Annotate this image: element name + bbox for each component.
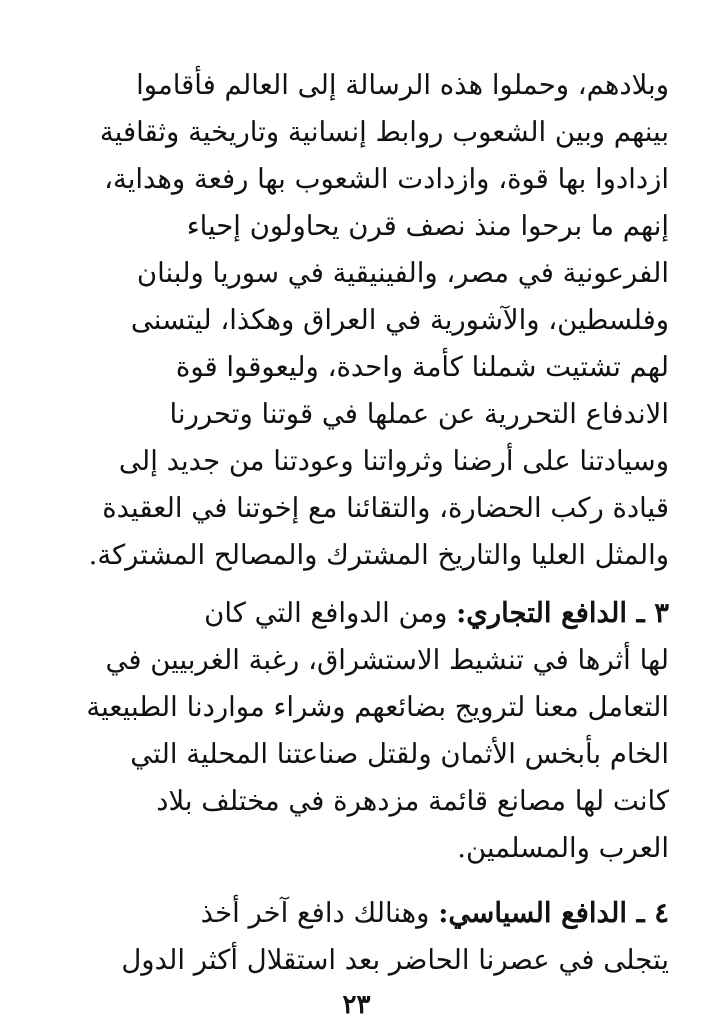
text-line: قيادة ركب الحضارة، والتقائنا مع إخوتنا في العقيدة: [102, 492, 669, 524]
text-line: إنهم ما برحوا منذ نصف قرن يحاولون إحياء: [186, 210, 669, 242]
text-line: يتجلى في عصرنا الحاضر بعد استقلال أكثر الدول: [121, 944, 669, 976]
text-line: ازدادوا بها قوة، وازدادت الشعوب بها رفعة وهداية،: [104, 163, 669, 195]
paragraph-political-motive: [44, 890, 669, 984]
text-line: وفلسطين، والآشورية في العراق وهكذا، ليتسنى: [130, 304, 669, 336]
section-heading-commercial: ٣ ـ الدافع التجاري:: [456, 597, 669, 629]
text-run: وهنالك دافع آخر أخذ: [200, 897, 439, 929]
text-line: بينهم وبين الشعوب روابط إنسانية وتاريخية وثقافية: [99, 116, 669, 148]
text-line: التعامل معنا لترويج بضائعهم وشراء مواردنا الطبيعية: [86, 691, 669, 723]
text-line: لهم تشتيت شملنا كأمة واحدة، وليعوقوا قوة: [175, 351, 669, 383]
text-line: [44, 590, 669, 637]
page-number: ٢٣: [342, 990, 371, 1020]
text-line: والمثل العليا والتاريخ المشترك والمصالح المشتركة.: [88, 539, 669, 571]
text-line: وسيادتنا على أرضنا وثرواتنا وعودتنا من جديد إلى: [118, 445, 669, 477]
text-line: وبلادهم، وحملوا هذه الرسالة إلى العالم فأقاموا: [136, 69, 669, 101]
paragraph-continuation: [44, 62, 669, 579]
text-run: ومن الدوافع التي كان: [204, 597, 457, 629]
text-line: الخام بأبخس الأثمان ولقتل صناعتنا المحلية التي: [130, 738, 669, 770]
paragraph-commercial-motive: [44, 590, 669, 872]
section-heading-political: ٤ ـ الدافع السياسي:: [438, 897, 669, 929]
text-line: الفرعونية في مصر، والفينيقية في سوريا ولبنان: [136, 257, 669, 289]
text-line: العرب والمسلمين.: [457, 832, 669, 864]
text-line: [44, 890, 669, 937]
text-line: لها أثرها في تنشيط الاستشراق، رغبة الغربيين في: [105, 644, 669, 676]
text-line: الاندفاع التحررية عن عملها في قوتنا وتحررنا: [169, 398, 669, 430]
text-line: كانت لها مصانع قائمة مزدهرة في مختلف بلاد: [156, 785, 669, 817]
